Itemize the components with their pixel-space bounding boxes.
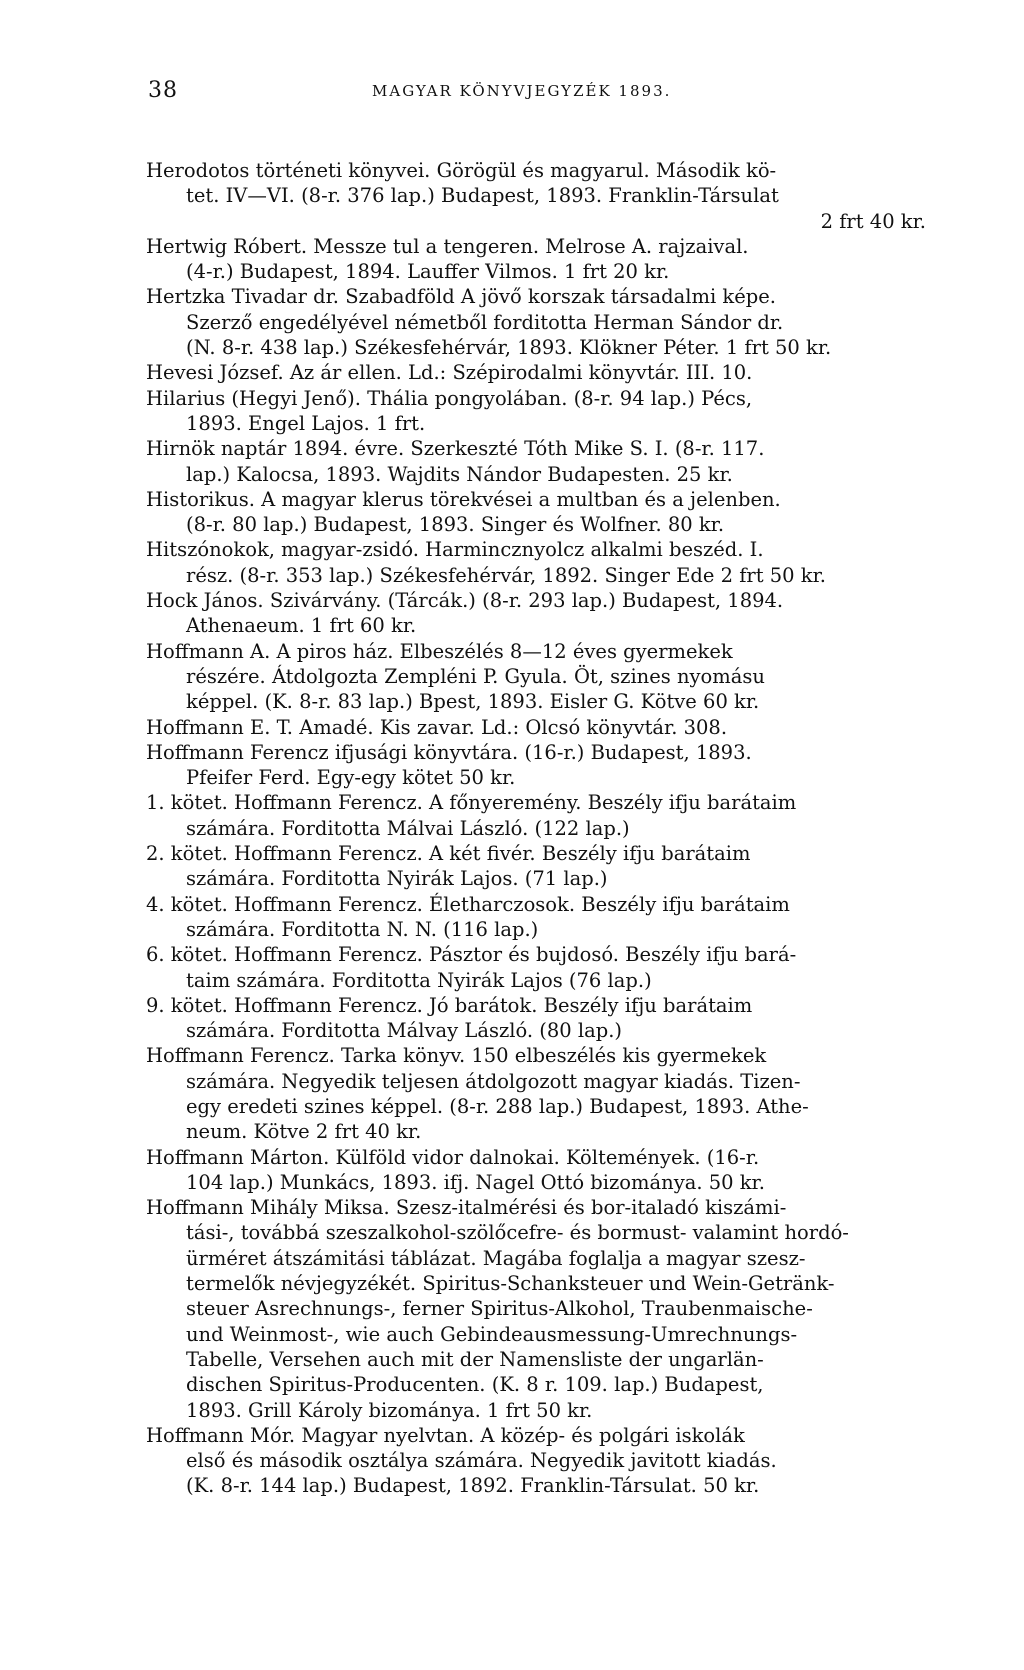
entry-line: (4-r.) Budapest, 1894. Lauffer Vilmos. 1 frt 20 kr. xyxy=(186,260,670,284)
entry-line: Herodotos történeti könyvei. Görögül és magyarul. Második kö- xyxy=(146,159,777,182)
entry-line: ürméret átszámitási táblázat. Magába foglalja a magyar szesz- xyxy=(186,1246,806,1270)
entry-line: 1893. Engel Lajos. 1 frt. xyxy=(186,411,426,435)
entry-line: steuer Asrechnungs-, ferner Spiritus-Alkohol, Traubenmaische- xyxy=(186,1297,813,1321)
entry-line: 1. kötet. Hoffmann Ferencz. A főnyeremény. Beszély ifju barátaim xyxy=(146,791,797,815)
running-title: MAGYAR KÖNYVJEGYZÉK 1893. xyxy=(372,82,672,100)
entry-line: Hoffmann A. A piros ház. Elbeszélés 8—12 éves gyermekek xyxy=(146,639,733,663)
entry-line: Hertwig Róbert. Messze tul a tengeren. Melrose A. rajzaival. xyxy=(146,234,749,258)
entry-line: Pfeifer Ferd. Egy-egy kötet 50 kr. xyxy=(186,766,516,790)
entry-line: Szerző engedélyével németből forditotta Herman Sándor dr. xyxy=(186,310,784,334)
entry-line: számára. Forditotta Málvay László. (80 lap.) xyxy=(186,1019,623,1043)
entry-line: 6. kötet. Hoffmann Ferencz. Pásztor és bujdosó. Beszély ifju bará- xyxy=(146,943,797,967)
entry-line: (N. 8-r. 438 lap.) Székesfehérvár, 1893. Klökner Péter. 1 frt 50 kr. xyxy=(186,336,832,360)
entry-line: Hoffmann Mór. Magyar nyelvtan. A közép- és polgári iskolák xyxy=(146,1423,745,1447)
entry-line: Historikus. A magyar klerus törekvései a multban és a jelenben. xyxy=(146,487,781,511)
entry-line: Hirnök naptár 1894. évre. Szerkeszté Tóth Mike S. I. (8-r. 117. xyxy=(146,437,765,461)
entry-line: 104 lap.) Munkács, 1893. ifj. Nagel Ottó bizománya. 50 kr. xyxy=(186,1170,765,1194)
entry-line: Hoffmann E. T. Amadé. Kis zavar. Ld.: Olcsó könyvtár. 308. xyxy=(146,715,728,739)
entry-line: termelők névjegyzékét. Spiritus-Schanksteuer und Wein-Getränk- xyxy=(186,1272,835,1296)
entry-line: rész. (8-r. 353 lap.) Székesfehérvár, 1892. Singer Ede 2 frt 50 kr. xyxy=(186,563,826,587)
entry-line: Hertzka Tivadar dr. Szabadföld A jövő korszak társadalmi képe. xyxy=(146,285,776,309)
entry-line: Hitszónokok, magyar-zsidó. Harmincznyolcz alkalmi beszéd. I. xyxy=(146,538,764,562)
entry-line: első és második osztálya számára. Negyedik javitott kiadás. xyxy=(186,1449,777,1473)
entry-line: 4. kötet. Hoffmann Ferencz. Életharczosok. Beszély ifju barátaim xyxy=(146,892,790,916)
entry-line: Hevesi József. Az ár ellen. Ld.: Szépirodalmi könyvtár. III. 10. xyxy=(146,361,753,385)
entry-line: 1893. Grill Károly bizománya. 1 frt 50 kr. xyxy=(186,1398,593,1422)
entry-line: 2. kötet. Hoffmann Ferencz. A két fivér. Beszély ifju barátaim xyxy=(146,842,751,866)
entry-line: Athenaeum. 1 frt 60 kr. xyxy=(186,614,417,638)
entry-line: Hoffmann Ferencz. Tarka könyv. 150 elbeszélés kis gyermekek xyxy=(146,1044,767,1068)
entry-line: neum. Kötve 2 frt 40 kr. xyxy=(186,1120,422,1144)
entry-line: lap.) Kalocsa, 1893. Wajdits Nándor Budapesten. 25 kr. xyxy=(186,462,733,486)
entry-line: tet. IV—VI. (8-r. 376 lap.) Budapest, 1893. Franklin-Társulat xyxy=(186,184,779,208)
entry-line: részére. Átdolgozta Zempléni P. Gyula. Öt, szines nyomásu xyxy=(186,664,765,688)
entry-line: dischen Spiritus-Producenten. (K. 8 r. 109. lap.) Budapest, xyxy=(186,1373,764,1397)
entry-line: Hoffmann Márton. Külföld vidor dalnokai. Költemények. (16-r. xyxy=(146,1145,760,1169)
entry-line: Hock János. Szivárvány. (Tárcák.) (8-r. 293 lap.) Budapest, 1894. xyxy=(146,589,784,613)
entry-line: egy eredeti szines képpel. (8-r. 288 lap.) Budapest, 1893. Athe- xyxy=(186,1094,809,1118)
entry-line: taim számára. Forditotta Nyirák Lajos (76 lap.) xyxy=(186,968,652,992)
entry-line: tási-, továbbá szeszalkohol-szölőcefre- és bormust- valamint hordó- xyxy=(186,1221,849,1245)
entry-line: Hoffmann Ferencz ifjusági könyvtára. (16-r.) Budapest, 1893. xyxy=(146,740,752,764)
entry-line: számára. Forditotta Nyirák Lajos. (71 lap.) xyxy=(186,867,608,891)
entry-line: (8-r. 80 lap.) Budapest, 1893. Singer és Wolfner. 80 kr. xyxy=(186,513,725,537)
catalog-entries xyxy=(146,158,926,1499)
entry-line: Hilarius (Hegyi Jenő). Thália pongyolában. (8-r. 94 lap.) Pécs, xyxy=(146,386,753,410)
page-number: 38 xyxy=(148,78,178,103)
entry-line: számára. Forditotta N. N. (116 lap.) xyxy=(186,917,539,941)
entry-line: számára. Negyedik teljesen átdolgozott magyar kiadás. Tizen- xyxy=(186,1069,801,1093)
entry-line: 9. kötet. Hoffmann Ferencz. Jó barátok. Beszély ifju barátaim xyxy=(146,993,753,1017)
entry-line: Tabelle, Versehen auch mit der Namensliste der ungarlän- xyxy=(186,1347,764,1371)
entry-line: számára. Forditotta Málvai László. (122 lap.) xyxy=(186,816,630,840)
entry-line: képpel. (K. 8-r. 83 lap.) Bpest, 1893. Eisler G. Kötve 60 kr. xyxy=(186,690,760,714)
entry-line: und Weinmost-, wie auch Gebindeausmessung-Umrechnungs- xyxy=(186,1322,798,1346)
entry-line: Hoffmann Mihály Miksa. Szesz-italmérési és bor-italadó kiszámi- xyxy=(146,1196,787,1220)
entry-line: (K. 8-r. 144 lap.) Budapest, 1892. Franklin-Társulat. 50 kr. xyxy=(186,1474,760,1498)
price-line: 2 frt 40 kr. xyxy=(820,209,926,233)
